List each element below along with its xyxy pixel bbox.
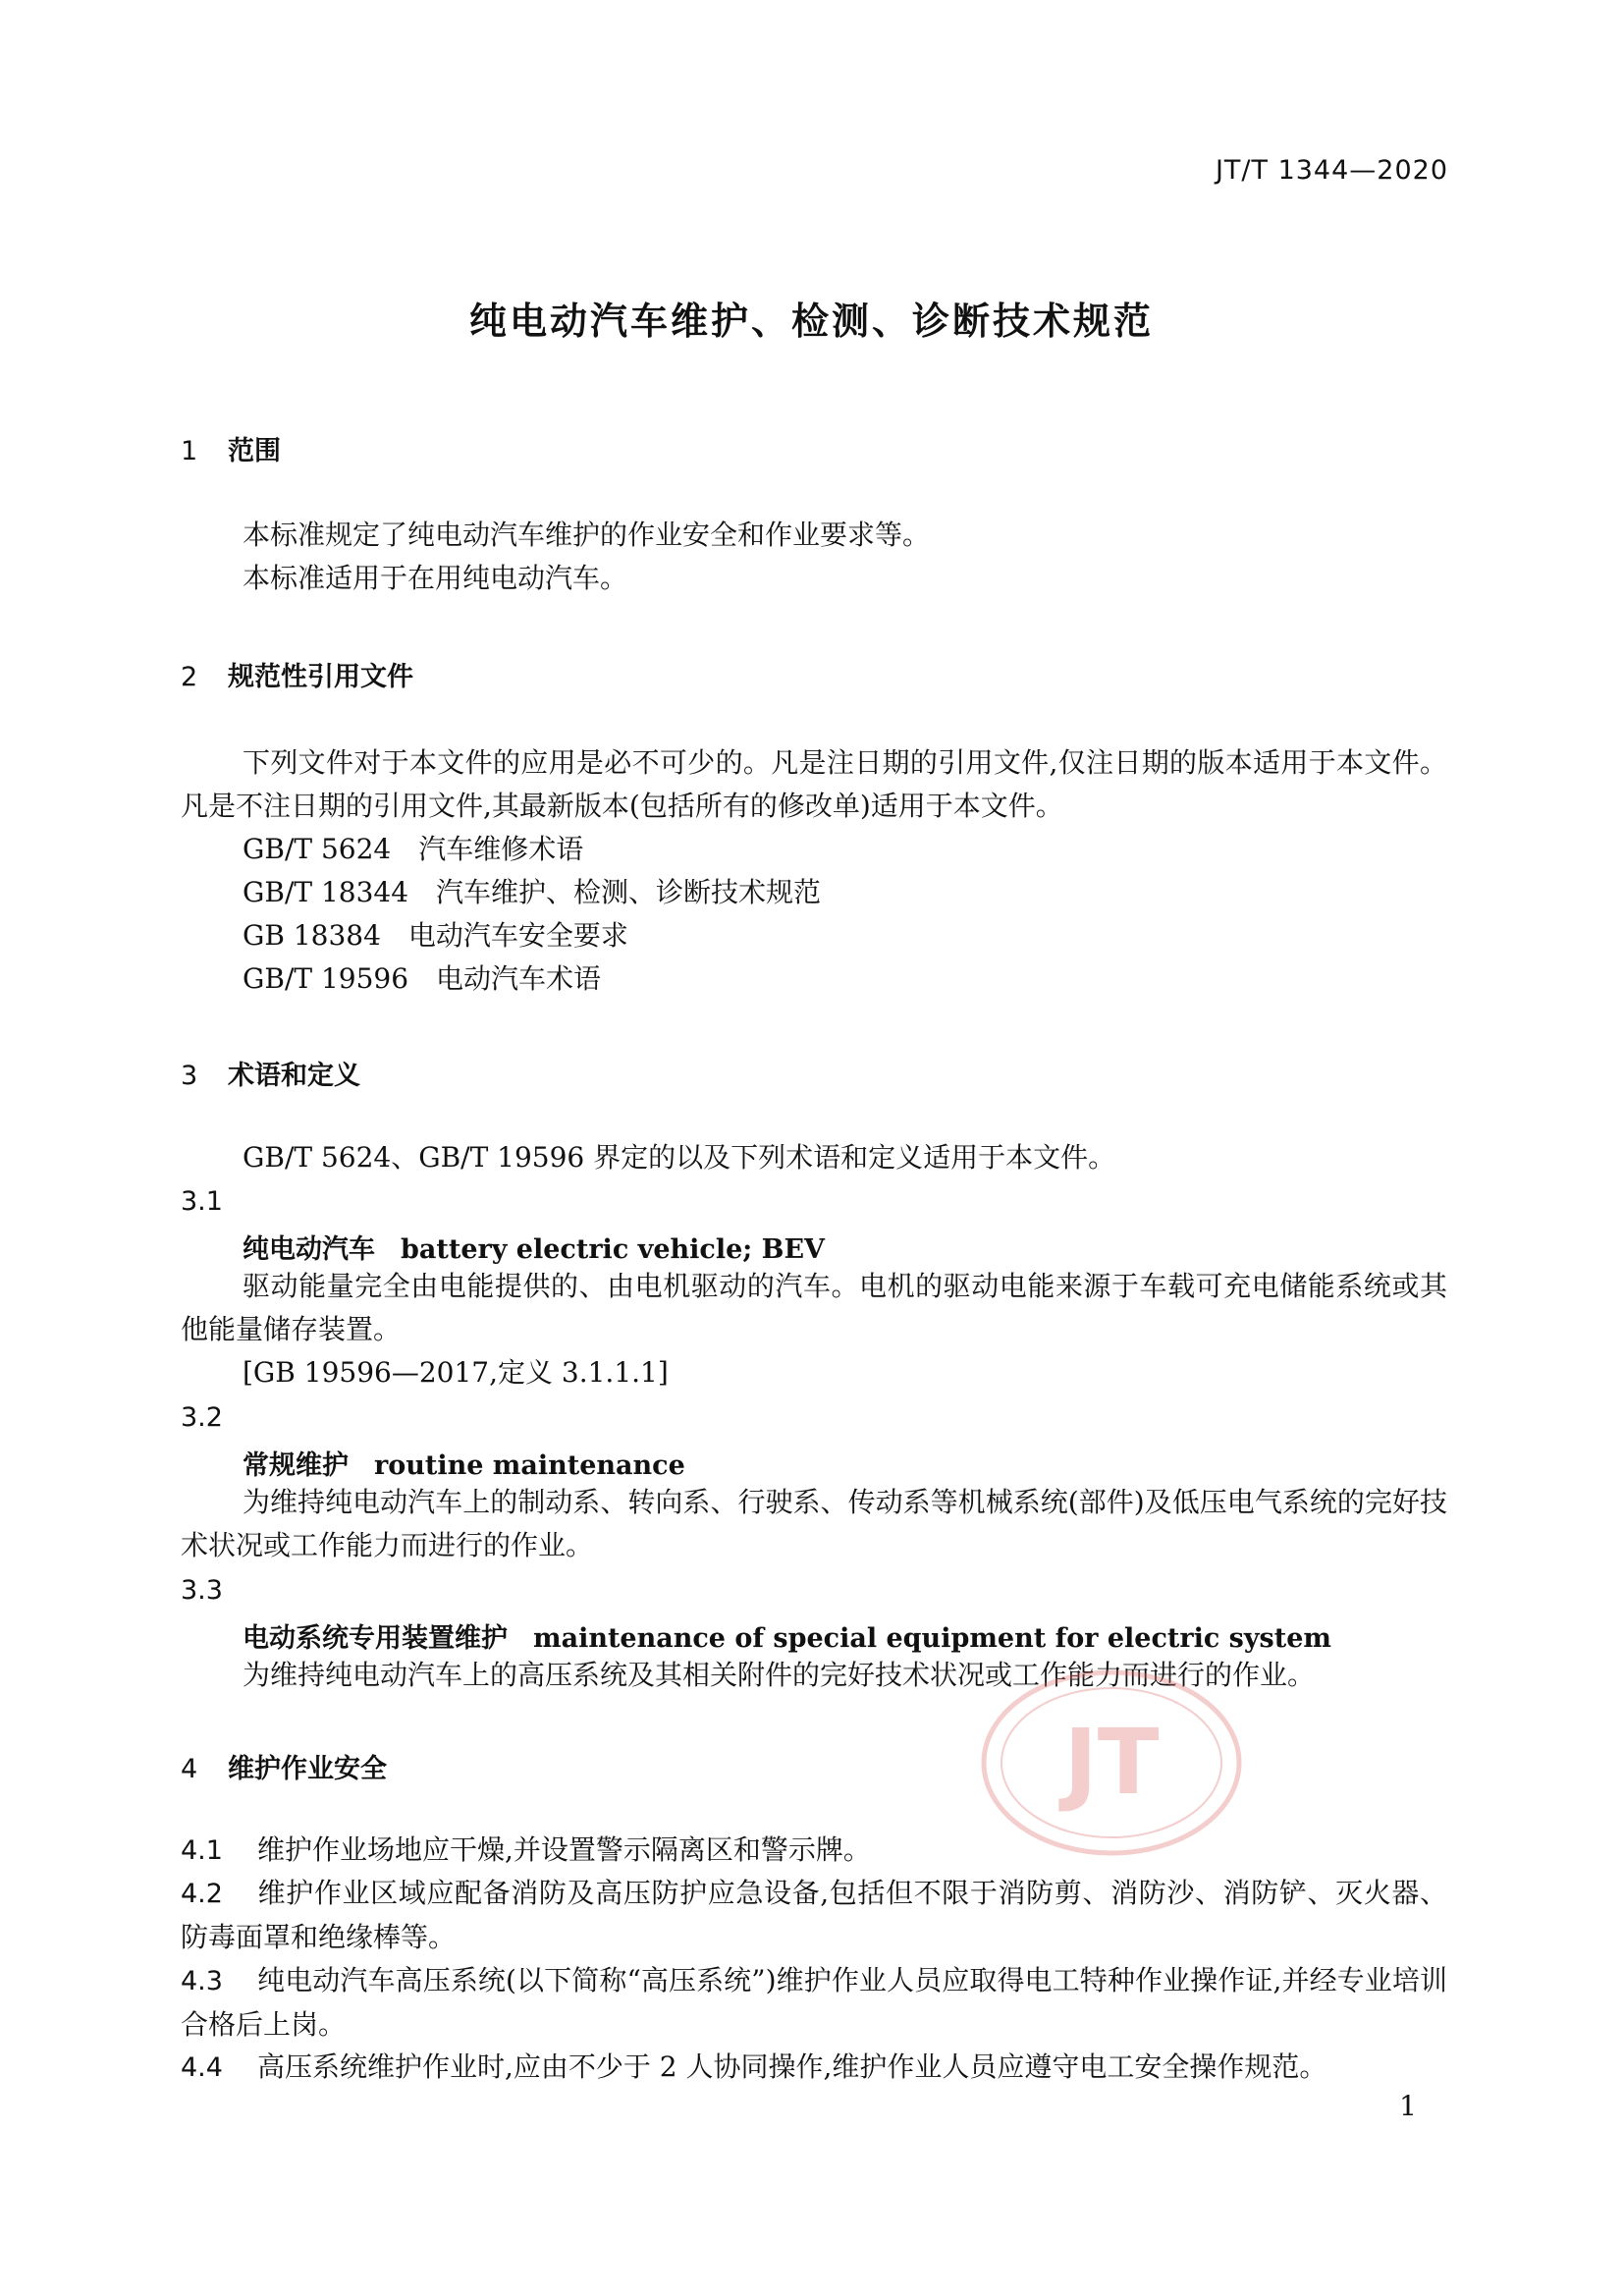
reference-code: GB/T 5624	[243, 833, 392, 865]
clause-item	[181, 2046, 1447, 2090]
paragraph: GB/T 5624、GB/T 19596 界定的以及下列术语和定义适用于本文件。	[243, 1141, 1116, 1174]
term-source: [GB 19596—2017,定义 3.1.1.1]	[243, 1356, 669, 1389]
reference-code: GB/T 19596	[243, 962, 409, 995]
term-en: battery electric vehicle; BEV	[401, 1234, 825, 1265]
section-number: 3	[181, 1061, 198, 1091]
section-title: 术语和定义	[228, 1061, 360, 1091]
reference-item	[243, 871, 821, 914]
term-definition: 驱动能量完全由电能提供的、由电机驱动的汽车。电机的驱动电能来源于车载可充电储能系统或其他能量储存装置。	[181, 1270, 1447, 1345]
reference-code: GB 18384	[243, 919, 381, 952]
term-zh: 常规维护	[243, 1450, 349, 1481]
paragraph: 本标准适用于在用纯电动汽车。	[243, 562, 628, 594]
paragraph: 下列文件对于本文件的应用是必不可少的。凡是注日期的引用文件,仅注日期的版本适用于本文件。凡是不注日期的引用文件,其最新版本(包括所有的修改单)适用于本文件。	[181, 746, 1447, 822]
section-number: 2	[181, 662, 198, 692]
seal-text: JT	[1063, 1710, 1160, 1815]
section-1-heading	[181, 429, 281, 467]
section-title: 规范性引用文件	[228, 662, 413, 692]
term-heading	[243, 1228, 825, 1266]
clause-number: 4.1	[181, 1835, 223, 1866]
reference-title: 电动汽车术语	[436, 962, 602, 995]
page-number: 1	[1399, 2090, 1417, 2122]
term-zh: 纯电动汽车	[243, 1234, 375, 1265]
clause-number: 4.3	[181, 1966, 223, 1996]
reference-title: 电动汽车安全要求	[407, 919, 628, 952]
reference-title: 汽车维修术语	[418, 833, 584, 865]
section-2-heading	[181, 655, 413, 693]
term-en: routine maintenance	[374, 1450, 685, 1481]
clause-text: 高压系统维护作业时,应由不少于 2 人协同操作,维护作业人员应遵守电工安全操作规范。	[257, 2050, 1327, 2083]
clause-text: 维护作业场地应干燥,并设置警示隔离区和警示牌。	[257, 1833, 871, 1866]
term-zh: 电动系统专用装置维护	[243, 1623, 508, 1654]
clause-item	[181, 1872, 1447, 1959]
clause-number: 4.4	[181, 2052, 223, 2083]
term-number: 3.2	[181, 1402, 223, 1433]
term-heading	[243, 1444, 685, 1482]
section-number: 1	[181, 436, 198, 466]
clause-item	[181, 1959, 1447, 2047]
term-definition: 为维持纯电动汽车上的高压系统及其相关附件的完好技术状况或工作能力而进行的作业。	[243, 1659, 1316, 1691]
paragraph: 本标准规定了纯电动汽车维护的作业安全和作业要求等。	[243, 519, 931, 551]
section-3-heading	[181, 1054, 360, 1092]
section-number: 4	[181, 1754, 198, 1784]
reference-item	[243, 914, 628, 957]
section-title: 维护作业安全	[228, 1754, 387, 1784]
standard-code: JT/T 1344—2020	[1215, 155, 1448, 186]
clause-item	[181, 1829, 1447, 1873]
clause-number: 4.2	[181, 1879, 223, 1909]
reference-item	[243, 828, 583, 871]
term-en: maintenance of special equipment for electric system	[533, 1623, 1331, 1654]
reference-title: 汽车维护、检测、诊断技术规范	[436, 876, 822, 908]
term-number: 3.3	[181, 1575, 223, 1606]
reference-code: GB/T 18344	[243, 876, 409, 908]
clause-text: 维护作业区域应配备消防及高压防护应急设备,包括但不限于消防剪、消防沙、消防铲、灭火器、防毒面罩和绝缘棒等。	[181, 1877, 1447, 1953]
term-heading	[243, 1616, 1331, 1655]
jt-seal-watermark	[979, 1667, 1244, 1858]
term-number: 3.1	[181, 1186, 223, 1217]
section-4-heading	[181, 1747, 387, 1785]
clause-text: 纯电动汽车高压系统(以下简称“高压系统”)维护作业人员应取得电工特种作业操作证,并经专业培训合格后上岗。	[181, 1964, 1447, 2041]
reference-item	[243, 957, 601, 1001]
term-definition: 为维持纯电动汽车上的制动系、转向系、行驶系、传动系等机械系统(部件)及低压电气系统的完好技术状况或工作能力而进行的作业。	[181, 1486, 1447, 1561]
document-title: 纯电动汽车维护、检测、诊断技术规范	[468, 300, 1154, 343]
section-title: 范围	[228, 436, 281, 466]
